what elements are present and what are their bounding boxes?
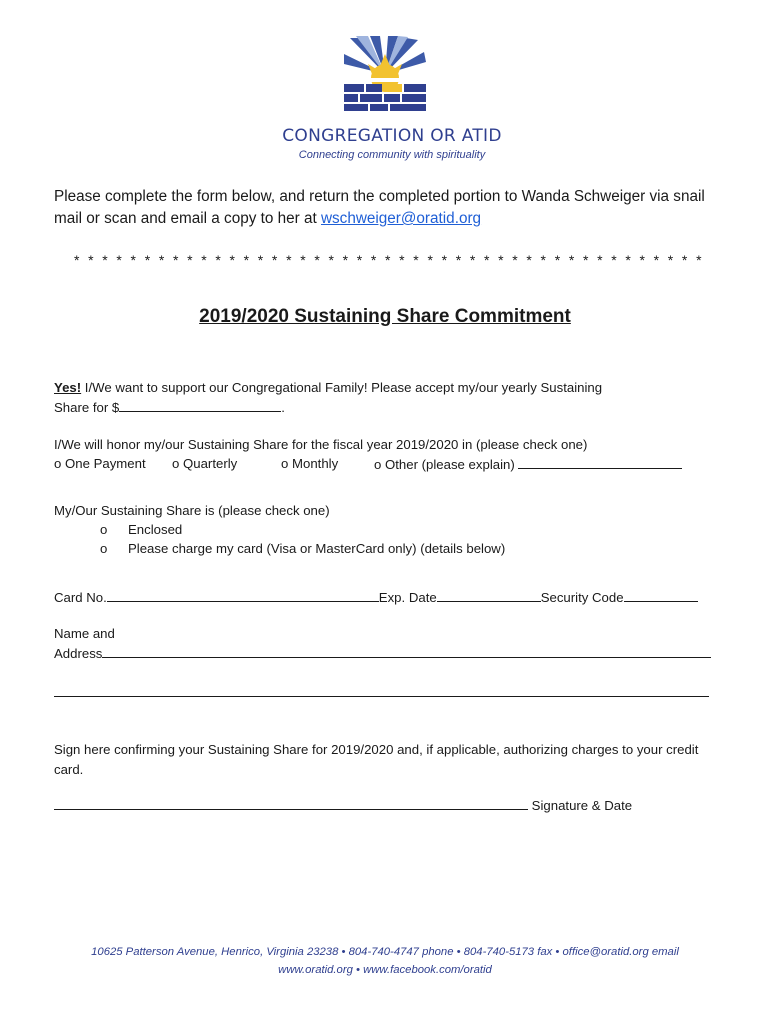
separator: * * * * * * * * * * * * * * * * * * * * * * * * * * * * * * * * * * * * * * * * * * * * * — [74, 252, 704, 268]
exp-date-field[interactable] — [437, 589, 541, 602]
org-tagline: Connecting community with spirituality — [298, 149, 486, 161]
security-code-label: Security Code — [540, 590, 624, 605]
address-line — [54, 645, 711, 661]
option-quarterly[interactable]: o Quarterly — [172, 456, 238, 471]
security-code-field[interactable] — [624, 589, 698, 602]
footer-contact: 10625 Patterson Avenue, Henrico, Virginia 23238 • 804-740-4747 phone • 804-740-5173 fax • office@oratid.org email — [91, 946, 679, 958]
charge-card-label: Please charge my card (Visa or MasterCard only) (details below) — [128, 541, 506, 556]
intro-paragraph — [54, 186, 734, 230]
card-no-label: Card No. — [54, 590, 107, 605]
signature-date-label: Signature & Date — [531, 798, 633, 813]
share-is-text: My/Our Sustaining Share is (please check one) — [54, 503, 330, 518]
exp-date-label: Exp. Date — [378, 590, 437, 605]
charge-card-bullet[interactable]: o — [100, 541, 108, 556]
footer-web: www.oratid.org • www.facebook.com/oratid — [278, 964, 492, 976]
other-explain-field[interactable] — [518, 456, 682, 469]
card-line — [54, 589, 698, 605]
signature-field[interactable] — [54, 797, 528, 810]
share-end: . — [281, 400, 285, 415]
sign-text: Sign here confirming your Sustaining Share for 2019/2020 and, if applicable, authorizing charges to your credit card. — [54, 742, 699, 777]
option-one-payment[interactable]: o One Payment — [54, 456, 146, 471]
address-label: Address — [54, 646, 103, 661]
share-for-label: Share for $ — [54, 400, 120, 415]
fiscal-text: I/We will honor my/our Sustaining Share for the fiscal year 2019/2020 in (please check one) — [54, 437, 588, 452]
form-title: 2019/2020 Sustaining Share Commitment — [199, 306, 571, 327]
email-link[interactable]: wschweiger@oratid.org — [320, 210, 482, 227]
share-amount-field[interactable] — [119, 399, 281, 412]
intro-text: Please complete the form below, and return the completed portion to Wanda Schweiger via snail mail or scan and email a copy to her at — [54, 188, 705, 227]
address-field-line-2[interactable] — [54, 696, 709, 697]
name-address-field[interactable] — [102, 645, 711, 658]
name-and-label: Name and — [54, 626, 115, 641]
option-other-label: o Other (please explain) — [374, 457, 515, 472]
signature-line — [54, 797, 632, 813]
option-monthly[interactable]: o Monthly — [281, 456, 339, 471]
option-other[interactable] — [374, 456, 682, 472]
enclosed-label: Enclosed — [128, 522, 183, 537]
congregation-logo-icon — [340, 34, 430, 114]
card-number-field[interactable] — [107, 589, 379, 602]
share-line — [54, 399, 285, 415]
enclosed-bullet[interactable]: o — [100, 522, 108, 537]
yes-line — [54, 380, 602, 395]
yes-label: Yes! — [54, 380, 82, 395]
yes-text: I/We want to support our Congregational Family! Please accept my/our yearly Sustaining — [81, 380, 603, 395]
org-name: CONGREGATION OR ATID — [282, 126, 502, 146]
